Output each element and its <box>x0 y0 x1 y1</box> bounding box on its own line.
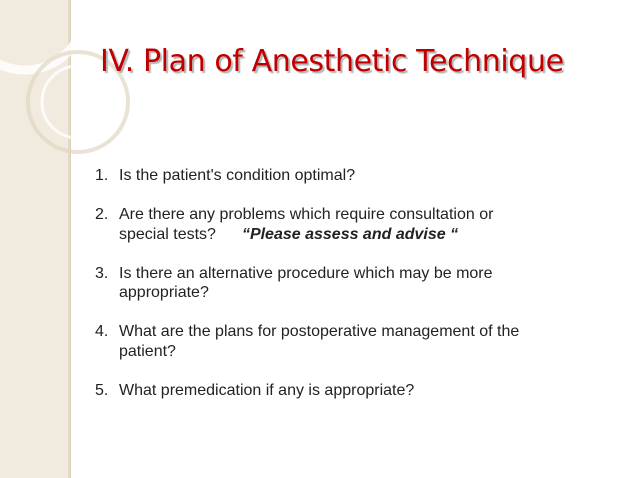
item-number: 1. <box>95 167 109 184</box>
item-line <box>95 322 519 342</box>
item-text: appropriate? <box>119 284 209 301</box>
item-number: 2. <box>95 206 109 223</box>
item-text: patient? <box>119 342 176 360</box>
item-text: special tests? <box>119 225 216 243</box>
list-item <box>95 205 519 244</box>
list-item <box>95 381 519 401</box>
item-line <box>95 283 519 303</box>
list-item <box>95 322 519 361</box>
item-text: Is the patient's condition optimal? <box>119 167 356 184</box>
item-text: Are there any problems which require consultation or <box>119 206 494 223</box>
slide-title: IV. Plan of Anesthetic Technique <box>100 44 564 79</box>
item-text: Is there an alternative procedure which may be more <box>119 264 493 282</box>
item-text: What are the plans for postoperative management of the <box>119 323 520 340</box>
item-line <box>95 225 519 245</box>
item-line <box>95 342 519 362</box>
list-item <box>95 264 519 303</box>
decor-ring-large <box>0 0 85 70</box>
decorative-circles <box>0 0 140 160</box>
item-line <box>95 264 519 284</box>
item-number: 3. <box>95 264 109 282</box>
item-line <box>95 205 519 225</box>
emphasis-text: “Please assess and advise “ <box>241 225 459 243</box>
item-text: What premedication if any is appropriate? <box>119 381 415 399</box>
list-item <box>95 166 519 186</box>
item-line <box>95 166 519 186</box>
item-line <box>95 381 519 401</box>
item-number: 4. <box>95 323 109 340</box>
question-list <box>95 166 519 420</box>
item-number: 5. <box>95 381 109 399</box>
